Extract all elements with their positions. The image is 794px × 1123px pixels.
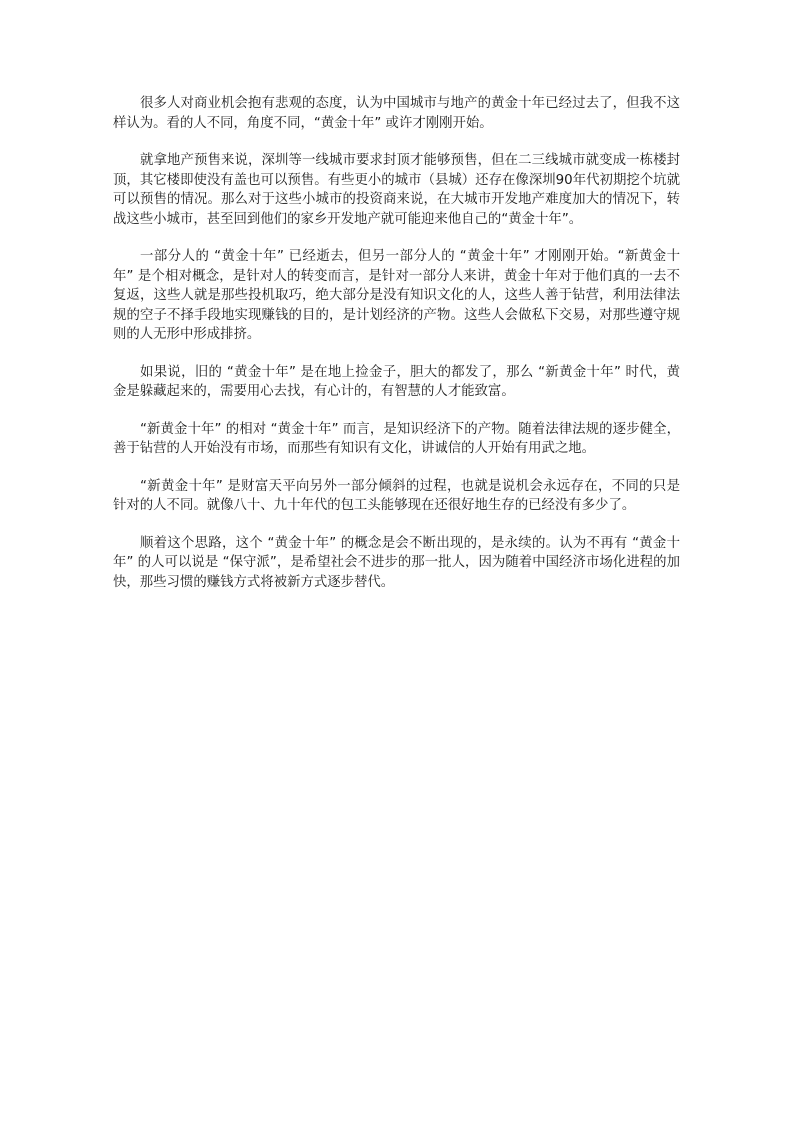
paragraph-1: 很多人对商业机会抱有悲观的态度，认为中国城市与地产的黄金十年已经过去了，但我不这样认为。看的人不同，角度不同，“黄金十年” 或许才刚刚开始。 <box>113 96 680 131</box>
paragraph-6: “新黄金十年” 是财富天平向另外一部分倾斜的过程，也就是说机会永远存在，不同的只是针对的人不同。就像八十、九十年代的包工头能够现在还很好地生存的已经没有多少了。 <box>113 478 680 513</box>
document-body <box>113 94 680 592</box>
paragraph-7: 顺着这个思路，这个 “黄金十年” 的概念是会不断出现的，是永续的。认为不再有 “黄金十年” 的人可以说是 “保守派”，是希望社会不进步的那一批人，因为随着中国经济市场化进程的加快，那些习惯的赚钱方式将被新方式逐步替代。 <box>113 535 680 590</box>
paragraph-5: “新黄金十年” 的相对 “黄金十年” 而言，是知识经济下的产物。随着法律法规的逐步健全，善于钻营的人开始没有市场，而那些有知识有文化，讲诚信的人开始有用武之地。 <box>113 421 680 456</box>
paragraph-4: 如果说，旧的 “黄金十年” 是在地上捡金子，胆大的都发了，那么 “新黄金十年” 时代，黄金是躲藏起来的，需要用心去找，有心计的，有智慧的人才能致富。 <box>113 364 680 399</box>
paragraph-2: 就拿地产预售来说，深圳等一线城市要求封顶才能够预售，但在二三线城市就变成一栋楼封顶，其它楼即使没有盖也可以预售。有些更小的城市（县城）还存在像深圳90年代初期挖个坑就可以预售的情况。那么对于这些小城市的投资商来说，在大城市开发地产难度加大的情况下，转战这些小城市，甚至回到他们的家乡开发地产就可能迎来他自己的“黄金十年”。 <box>113 153 680 227</box>
paragraph-3: 一部分人的 “黄金十年” 已经逝去，但另一部分人的 “黄金十年” 才刚刚开始。“新黄金十年” 是个相对概念，是针对人的转变而言，是针对一部分人来讲，黄金十年对于他们真的一去不复返，这些人就是那些投机取巧，绝大部分是没有知识文化的人，这些人善于钻营，利用法律法规的空子不择手段地实现赚钱的目的，是计划经济的产物。这些人会做私下交易，对那些遵守规则的人无形中形成排挤。 <box>113 249 680 342</box>
